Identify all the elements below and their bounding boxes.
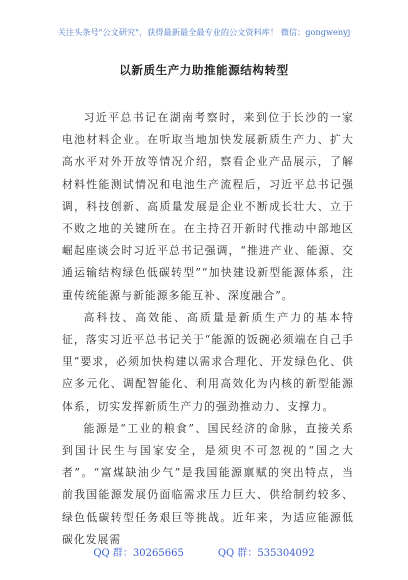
paragraph-1: 习近平总书记在湖南考察时，来到位于长沙的一家电池材料企业。在听取当地加快发展新质生产力、扩大高水平对外开放等情况介绍，察看企业产品展示，了解材料性能测试情况和电池生产流程后，习近平总书记强调，科技创新、高质量发展是企业不断成长壮大、立于不败之地的关键所在。在主持召开新时代推动中部地区崛起座谈会时习近平总书记强调，“推进产业、能源、交通运输结构绿色低碳转型”“加快建设新型能源体系，注重传统能源与新能源多能互补、深度融合”。 — [62, 111, 354, 302]
footer-qq-groups — [0, 548, 408, 560]
footer-qq-group-left: QQ 群：30265665 — [93, 548, 184, 559]
paragraph-3: 能源是“工业的粮食”、国民经济的命脉，直接关系到国计民生与国家安全，是须臾不可忽视的“国之大者”。“富煤缺油少气”是我国能源禀赋的突出特点，当前我国能源发展仍面临需求压力巨大、供给制约较多、绿色低碳转型任务艰巨等挑战。近年来，为适应能源低碳化发展需 — [62, 421, 354, 546]
document-body — [62, 107, 354, 551]
header-notice: 关注头条号"公文研究"，获得最新最全最专业的公文资料库！ 微信：gongwenyj — [57, 27, 351, 37]
footer-qq-group-right: QQ 群：535304092 — [217, 548, 315, 559]
document-title: 以新质生产力助推能源结构转型 — [119, 63, 289, 77]
paragraph-2: 高科技、高效能、高质量是新质生产力的基本特征，落实习近平总书记关于“能源的饭碗必须端在自己手里”要求，必须加快构建以需求合理化、开发绿色化、供应多元化、调配智能化、利用高效化为内核的新型能源体系，切实发挥新质生产力的强劲推动力、支撑力。 — [62, 310, 354, 413]
